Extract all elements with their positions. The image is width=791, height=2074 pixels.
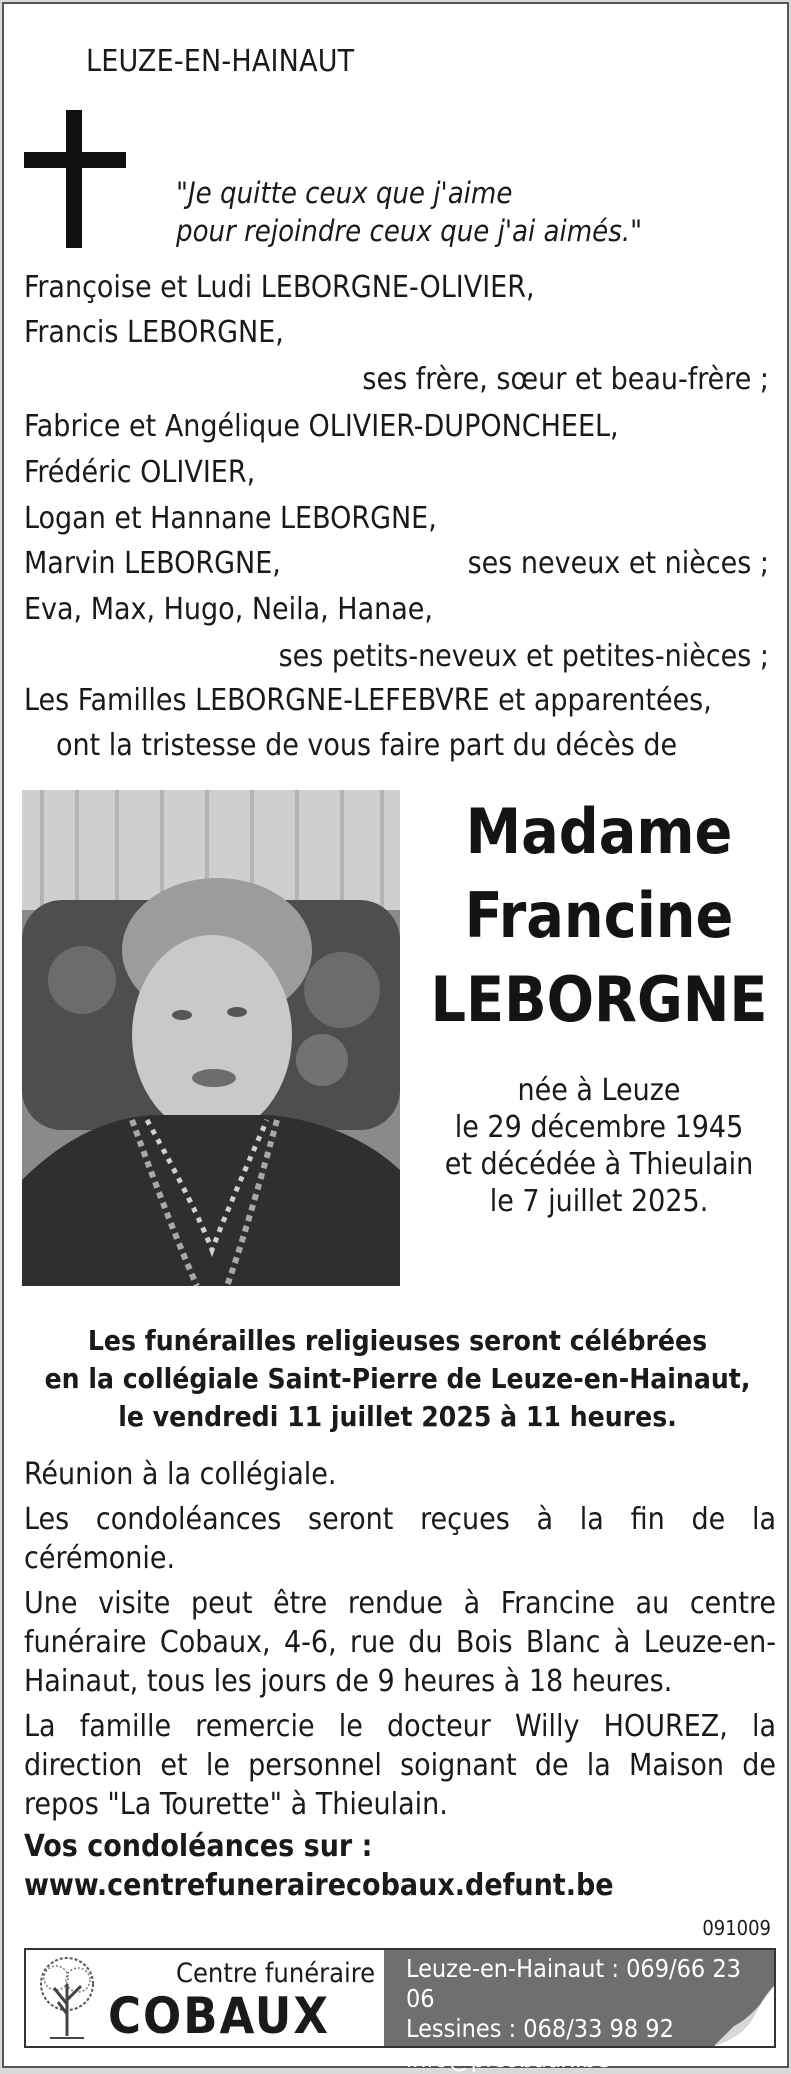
notice-reference: 091009 bbox=[702, 1916, 771, 1940]
visit-note: Une visite peut être rendue à Francine au centre funéraire Cobaux, 4-6, rue du Bois Blanc à Leuze-en-Hainaut, tous les jours de 9 heures à 18 heures. bbox=[24, 1586, 776, 1699]
family-line: Marvin LEBORGNE, bbox=[24, 546, 281, 581]
thanks-note: La famille remercie le docteur Willy HOUREZ, la direction et le personnel soignant de la Maison de repos "La Tourette" à Thieulain. bbox=[24, 1709, 776, 1822]
family-line: Logan et Hannane LEBORGNE, bbox=[24, 501, 437, 536]
death-place: et décédée à Thieulain bbox=[444, 1147, 754, 1182]
funeral-home-banner bbox=[24, 1948, 776, 2073]
phone-lessines[interactable]: Lessines : 068/33 98 92 bbox=[406, 2014, 674, 2043]
tree-logo-icon bbox=[32, 1954, 102, 2042]
city-heading: LEUZE-EN-HAINAUT bbox=[86, 44, 355, 79]
meeting-note: Réunion à la collégiale. bbox=[24, 1457, 337, 1492]
funeral-home-logo bbox=[26, 1950, 384, 2046]
family-line: Frédéric OLIVIER, bbox=[24, 455, 256, 490]
condolences-note: Les condoléances seront reçues à la fin de la cérémonie. bbox=[24, 1502, 776, 1576]
online-condolences-label: Vos condoléances sur : bbox=[24, 1829, 373, 1864]
family-relation: ses petits-neveux et petites-nièces ; bbox=[278, 639, 769, 674]
deceased-first-name: Francine bbox=[464, 879, 734, 952]
funeral-home-name: COBAUX bbox=[108, 1987, 331, 2045]
birth-place: née à Leuze bbox=[517, 1073, 681, 1108]
birth-date: le 29 décembre 1945 bbox=[454, 1110, 744, 1145]
portrait-illustration bbox=[22, 790, 400, 1286]
family-line: Françoise et Ludi LEBORGNE-OLIVIER, bbox=[24, 270, 535, 305]
contact-email[interactable]: info@pfcobaux.be bbox=[406, 2044, 610, 2073]
funeral-home-contacts bbox=[384, 1950, 774, 2073]
family-line: Francis LEBORGNE, bbox=[24, 315, 284, 350]
obituary-notice bbox=[2, 2, 789, 2073]
online-condolences-link[interactable]: www.centrefunerairecobaux.defunt.be bbox=[24, 1868, 614, 1903]
funeral-home-label: Centre funéraire bbox=[176, 1958, 376, 1989]
deceased-last-name: LEBORGNE bbox=[430, 963, 768, 1036]
funeral-line: en la collégiale Saint-Pierre de Leuze-en-Hainaut, bbox=[44, 1362, 751, 1395]
funeral-line: le vendredi 11 juillet 2025 à 11 heures. bbox=[118, 1400, 677, 1433]
latin-cross-icon bbox=[24, 110, 126, 248]
family-line: Fabrice et Angélique OLIVIER-DUPONCHEEL, bbox=[24, 409, 619, 444]
family-relation: ses frère, sœur et beau-frère ; bbox=[362, 362, 769, 397]
family-line: Les Familles LEBORGNE-LEFEBVRE et apparentées, bbox=[24, 683, 712, 718]
family-line: Eva, Max, Hugo, Neila, Hanae, bbox=[24, 592, 433, 627]
announcement-line: ont la tristesse de vous faire part du décès de bbox=[56, 728, 678, 763]
quote-line: "Je quitte ceux que j'aime bbox=[176, 176, 513, 210]
death-date: le 7 juillet 2025. bbox=[489, 1184, 709, 1219]
family-relation: ses neveux et nièces ; bbox=[467, 546, 769, 581]
funeral-line: Les funérailles religieuses seront célébrées bbox=[87, 1324, 708, 1357]
funeral-details bbox=[4, 1322, 791, 1436]
quote-line: pour rejoindre ceux que j'ai aimés." bbox=[176, 214, 643, 248]
page-curl-icon bbox=[714, 1986, 774, 2046]
phone-leuze[interactable]: Leuze-en-Hainaut : 069/66 23 06 bbox=[406, 1954, 741, 2013]
life-dates bbox=[424, 1072, 774, 1220]
epitaph-quote bbox=[176, 174, 642, 250]
deceased-title: Madame bbox=[465, 795, 733, 868]
portrait-photo bbox=[22, 790, 400, 1286]
